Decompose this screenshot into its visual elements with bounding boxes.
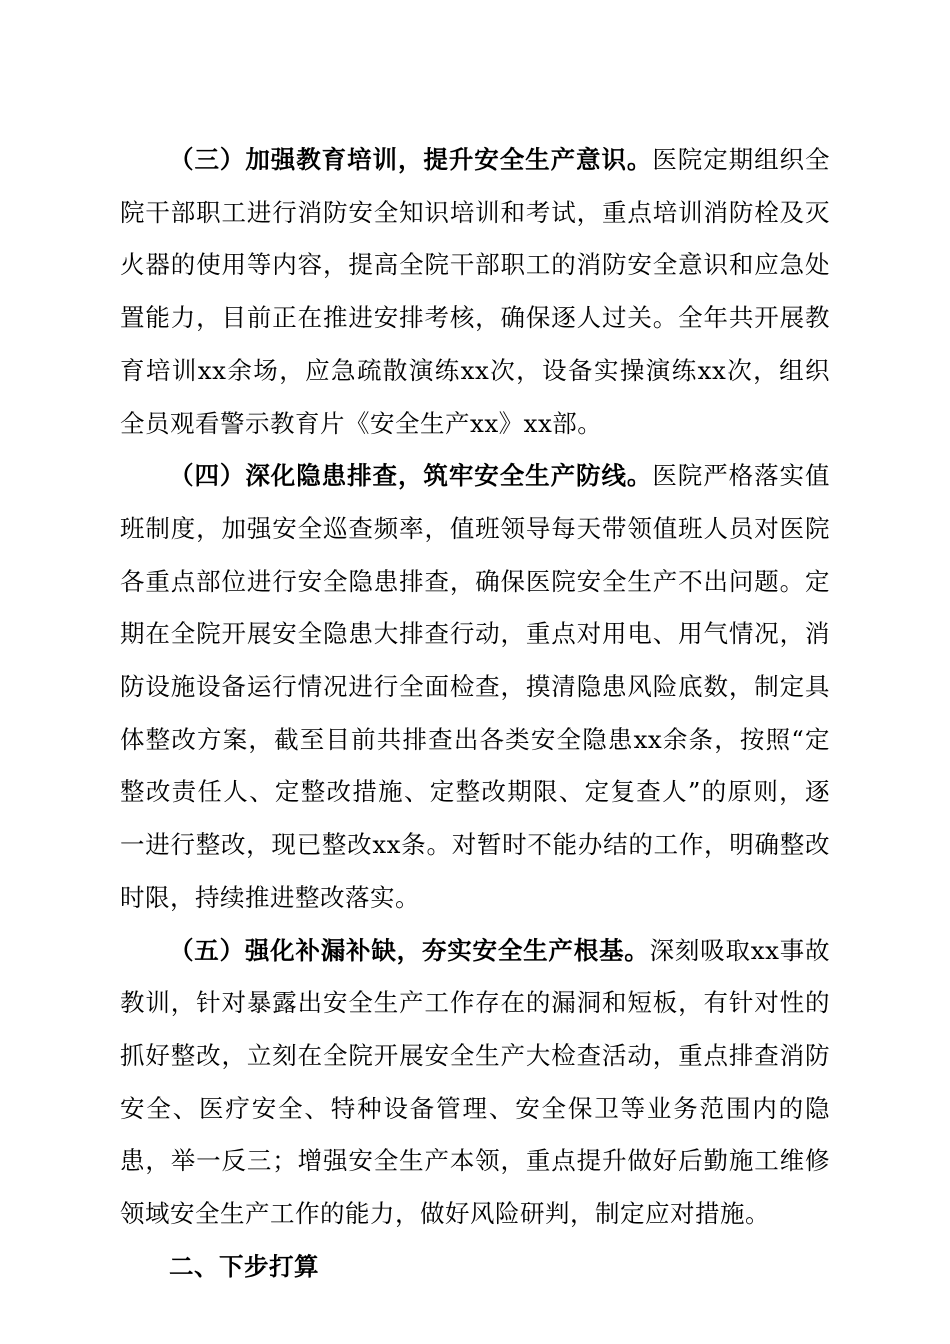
section-lead-4: （四）深化隐患排查，筑牢安全生产防线。 <box>169 461 653 491</box>
section-paragraph-3 <box>120 134 830 450</box>
document-body <box>120 134 830 1293</box>
section-lead-5: （五）强化补漏补缺，夯实安全生产根基。 <box>169 935 650 965</box>
section-paragraph-4 <box>120 450 830 924</box>
section-body-4: 医院严格落实值班制度，加强安全巡查频率，值班领导每天带领值班人员对医院各重点部位进行安全隐患排查，确保医院安全生产不出问题。定期在全院开展安全隐患大排查行动，重点对用电、用气情况，消防设施设备运行情况进行全面检查，摸清隐患风险底数，制定具体整改方案，截至目前共排查出各类安全隐患xx余条，按照“定整改责任人、定整改措施、定整改期限、定复查人”的原则，逐一进行整改，现已整改xx条。对暂时不能办结的工作，明确整改时限，持续推进整改落实。 <box>120 461 830 912</box>
section-paragraph-5 <box>120 925 830 1241</box>
section-lead-3: （三）加强教育培训，提升安全生产意识。 <box>169 145 653 174</box>
next-steps-heading: 二、下步打算 <box>169 1251 319 1281</box>
section-body-5: 深刻吸取xx事故教训，针对暴露出安全生产工作存在的漏洞和短板，有针对性的抓好整改，立刻在全院开展安全生产大检查活动，重点排查消防安全、医疗安全、特种设备管理、安全保卫等业务范围内的隐患，举一反三；增强安全生产本领，重点提升做好后勤施工维修领域安全生产工作的能力，做好风险研判，制定应对措施。 <box>120 935 830 1229</box>
section-body-3: 医院定期组织全院干部职工进行消防安全知识培训和考试，重点培训消防栓及灭火器的使用等内容，提高全院干部职工的消防安全意识和应急处置能力，目前正在推进安排考核，确保逐人过关。全年共开展教育培训xx余场，应急疏散演练xx次，设备实操演练xx次，组织全员观看警示教育片《安全生产xx》xx部。 <box>120 145 830 438</box>
